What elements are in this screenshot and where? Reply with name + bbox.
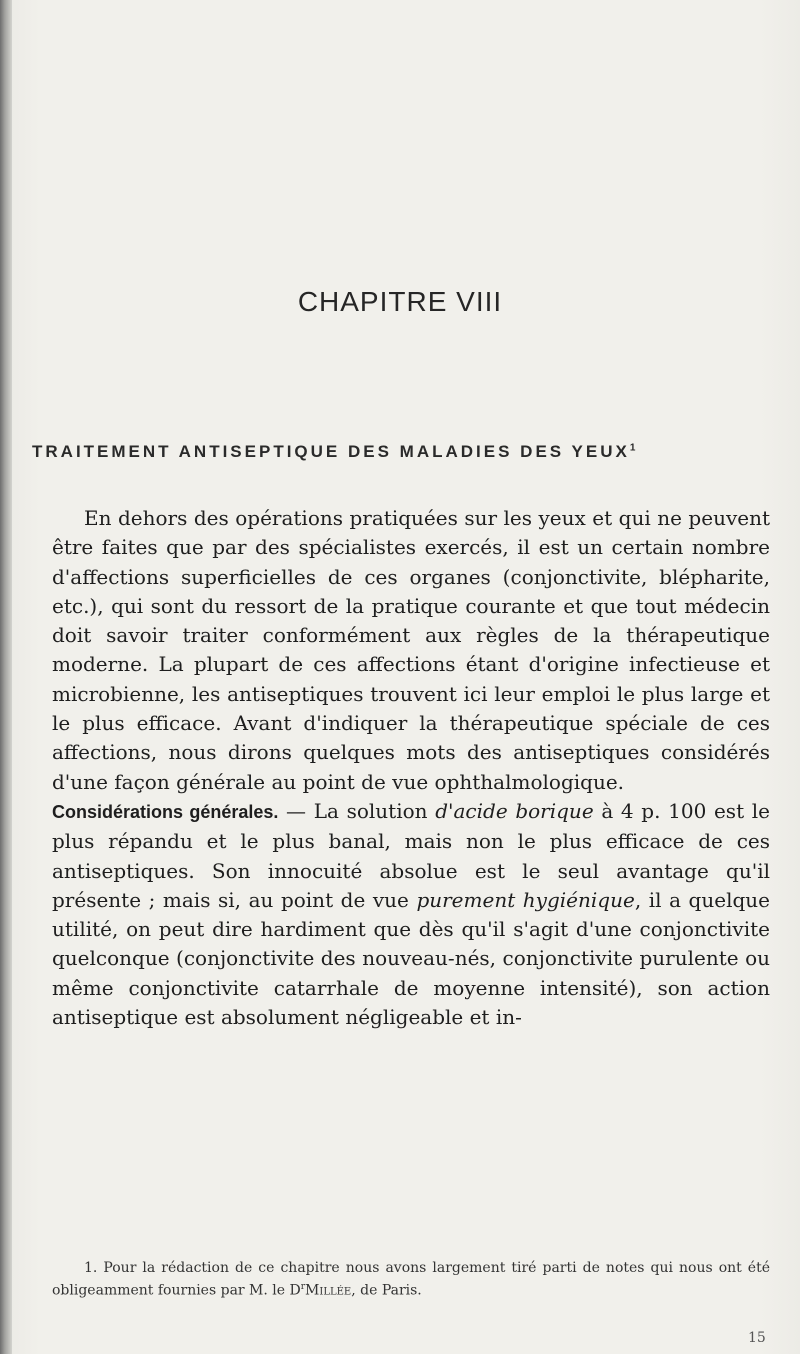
section-title-text: TRAITEMENT ANTISEPTIQUE DES MALADIES DES YEUX (32, 442, 630, 461)
footnote-author-name: Millée (305, 1282, 352, 1299)
footnote-marker: 1. (84, 1260, 98, 1276)
paragraph-text-c: , il a quelque utilité, on peut dire hardiment que dès qu'il s'agit d'une conjonctivite quelconque (conjonctivite des nouveau-nés, conjonctivite purulente ou même conjonctivite catarrhale de moyenne intensité), son action antiseptique est absolument négligeable et in- (52, 887, 770, 1030)
paragraph-heading: Considérations générales. (52, 801, 279, 822)
footnote-text-b: , de Paris. (351, 1282, 422, 1299)
page-number: 15 (748, 1330, 766, 1346)
paragraph-introduction-text: En dehors des opérations pratiquées sur les yeux et qui ne peuvent être faites que par des spécialistes exercés, il est un certain nombre d'affections superficielles de ces organes (conjonctivite, blépharite, etc.), qui sont du ressort de la pratique courante et que tout médecin doit savoir traiter conformément aux règles de la thérapeutique moderne. La plupart de ces affections étant d'origine infectieuse et microbienne, les antiseptiques trouvent ici leur emploi le plus large et le plus efficace. Avant d'indiquer la thérapeutique spéciale de ces affections, nous dirons quelques mots des antiseptiques considérés d'une façon générale au point de vue ophthalmologique. (52, 506, 770, 794)
paragraph-introduction (52, 504, 770, 797)
page-binding-edge (0, 0, 12, 1354)
footnote-text-a: Pour la rédaction de ce chapitre nous avons largement tiré parti de notes qui nous ont été obligeamment fournies par M. le D (52, 1260, 770, 1299)
paragraph-considerations (52, 797, 770, 1032)
footnote-superscript: r (300, 1282, 306, 1292)
paragraph-text-b: à 4 p. 100 est le plus répandu et le plus banal, mais non le plus efficace de ces antiseptiques. Son innocuité absolue est le seul avantage qu'il présente ; mais si, au point de vue (52, 798, 771, 912)
paragraph-italic-b: purement hygiénique (416, 887, 635, 912)
paragraph-text-a: — La solution (278, 798, 436, 823)
main-text (52, 504, 770, 1032)
paragraph-italic-a: d'acide borique (435, 798, 594, 823)
section-footnote-marker[interactable]: 1 (629, 442, 639, 454)
chapter-title: CHAPITRE VIII (297, 286, 503, 317)
section-title (32, 442, 792, 462)
footnote (52, 1259, 770, 1301)
